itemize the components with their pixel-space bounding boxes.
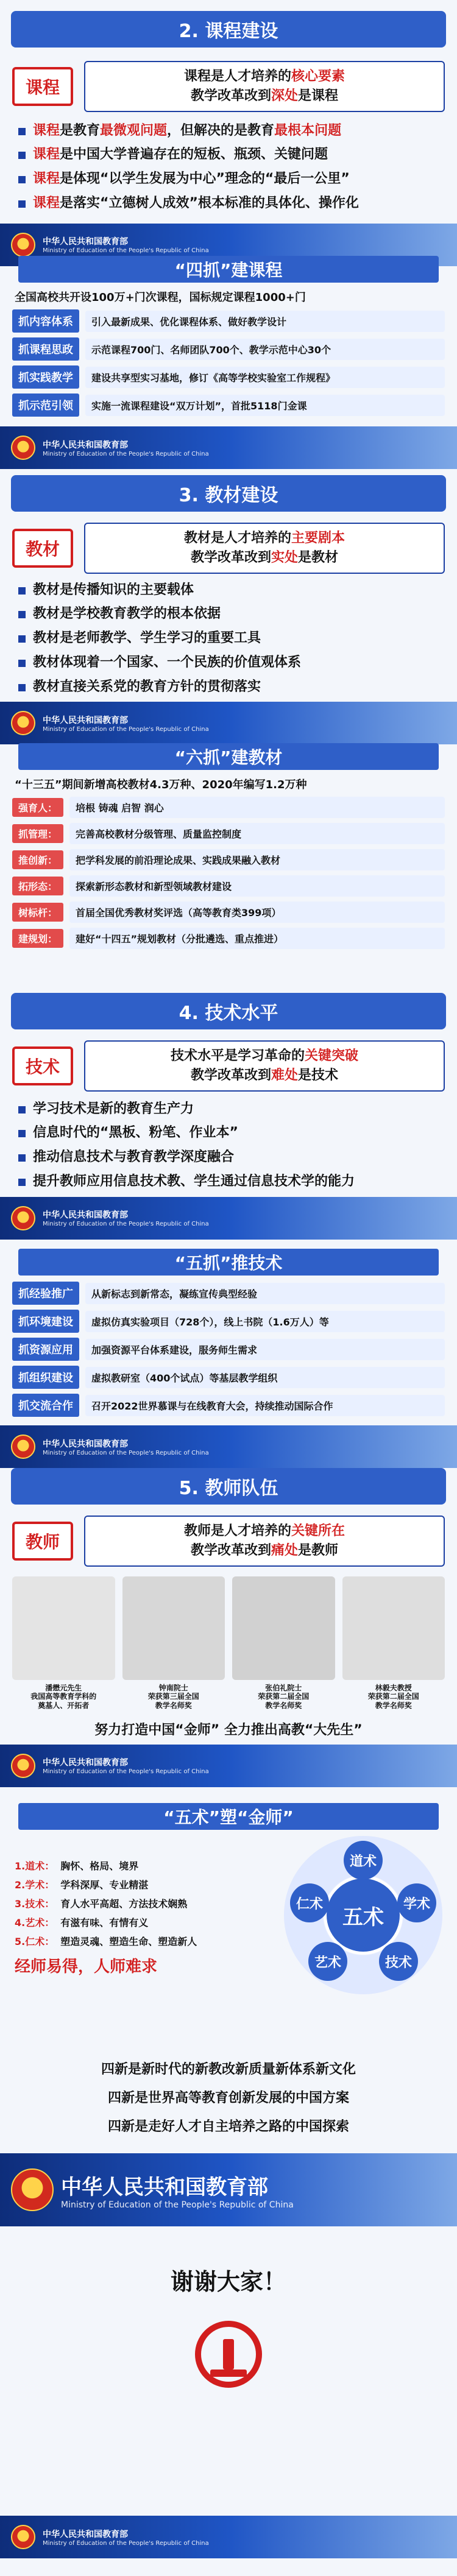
banner-cn: 中华人民共和国教育部	[61, 2175, 268, 2200]
tag-rows	[0, 797, 457, 949]
intro-line: 全国高校共开设100万+门次课程，国标规定课程1000+门	[15, 291, 306, 304]
bullet-item: 提升教师应用信息技术教、学生通过信息技术学的能力	[15, 1173, 442, 1191]
red-note: 经师易得，人师难求	[15, 1958, 158, 1976]
core-line-1a: 教师是人才培养的	[183, 1523, 291, 1539]
core-line-2c: 是教材	[298, 549, 339, 565]
five-arts-text: 有滋有味、有情有义	[60, 1917, 149, 1928]
bullet-keyword: 课程	[33, 122, 60, 138]
tag-label: 推创新：	[12, 850, 63, 869]
core-box-row	[12, 523, 445, 574]
core-line-1b: 主要剧本	[291, 531, 345, 546]
wheel-node: 道术	[344, 1841, 383, 1880]
banner-text	[43, 714, 209, 733]
pill-label: 课程	[12, 67, 73, 106]
bullet-item: 教材体现着一个国家、一个民族的价值观体系	[15, 654, 442, 672]
tag-row	[12, 1366, 445, 1389]
ministry-banner	[0, 1197, 457, 1240]
core-line-2b: 实处	[271, 549, 299, 565]
tag-label: 抓课程思政	[12, 337, 79, 361]
wheel-node: 技术	[379, 1942, 418, 1981]
core-line-2c: 是教师	[298, 1542, 339, 1558]
five-arts-key: 2.学术：	[15, 1879, 55, 1891]
bullet-text: 是教育	[60, 122, 101, 138]
banner-cn: 中华人民共和国教育部	[43, 1758, 128, 1768]
core-line-1	[93, 1522, 436, 1541]
bullet-item: 信息时代的“黑板、粉笔、作业本”	[15, 1124, 442, 1142]
wheel-center: 五术	[327, 1879, 400, 1952]
tag-text: 首届全国优秀教材奖评选（高等教育类399项）	[69, 902, 445, 923]
footer-logo	[0, 2321, 457, 2388]
bullet-item	[15, 194, 442, 213]
ribbon-title: “六抓”建教材	[18, 743, 439, 770]
banner-text	[43, 1438, 209, 1456]
tag-text: 虚拟教研室（400个试点）等基层教学组织	[85, 1367, 445, 1388]
tag-row	[12, 823, 445, 844]
core-line-2b: 难处	[271, 1067, 299, 1083]
logo-icon	[195, 2321, 262, 2388]
banner-en: Ministry of Education of the People's Republic of China	[43, 247, 209, 255]
wheel-node: 学术	[397, 1883, 436, 1922]
national-emblem-icon	[11, 2168, 54, 2211]
bullet-keyword: 课程	[33, 195, 60, 211]
banner-en: Ministry of Education of the People's Republic of China	[43, 2539, 209, 2547]
section-five-arts	[0, 1797, 457, 2000]
core-line-1a: 技术水平是学习革命的	[170, 1048, 305, 1064]
core-line-2c: 是课程	[298, 88, 339, 104]
five-arts-key: 4.艺术：	[15, 1917, 55, 1928]
tag-row	[12, 365, 445, 389]
banner-cn: 中华人民共和国教育部	[43, 2529, 128, 2539]
closing-line: 四新是新时代的新教改新质量新体系新文化	[101, 2062, 356, 2077]
five-arts-row	[15, 1915, 271, 1929]
core-line-2a: 教学改革改到	[190, 549, 271, 565]
slogan: 努力打造中国“金师” 全力推出高教“大先生”	[94, 1722, 363, 1738]
ministry-banner	[0, 1745, 457, 1787]
bullet-list	[15, 581, 442, 696]
tag-text: 从新标志到新常态，凝练宣传典型经验	[85, 1283, 445, 1304]
core-line-2a: 教学改革改到	[190, 1542, 271, 1558]
tag-row	[12, 1394, 445, 1417]
tag-label: 抓环境建设	[12, 1310, 79, 1333]
banner-en: Ministry of Education of the People's Republic of China	[61, 2200, 294, 2210]
bullet-keyword: 最根本问题	[274, 122, 342, 138]
core-line-1a: 课程是人才培养的	[183, 69, 291, 84]
core-box-row	[12, 61, 445, 112]
teacher-caption: 林毅夫教授 荣获第二届全国 教学名师奖	[367, 1683, 419, 1710]
core-line-2b: 深处	[271, 88, 299, 104]
pill-label: 教师	[12, 1522, 73, 1561]
tag-row	[12, 337, 445, 361]
tag-text: 虚拟仿真实验项目（728个），线上书院（1.6万人）等	[85, 1311, 445, 1332]
bullet-item: 教材直接关系党的教育方针的贯彻落实	[15, 678, 442, 696]
bullet-list	[15, 122, 442, 213]
five-arts-row	[15, 1877, 271, 1891]
core-line-1b: 关键所在	[291, 1523, 345, 1539]
teacher-caption: 张伯礼院士 荣获第二届全国 教学名师奖	[258, 1683, 310, 1710]
tag-row	[12, 309, 445, 333]
bullet-item	[15, 146, 442, 164]
tag-rows	[0, 1282, 457, 1417]
banner-en: Ministry of Education of the People's Republic of China	[43, 1449, 209, 1456]
teacher-photo-card	[342, 1576, 445, 1710]
national-emblem-icon	[11, 1206, 35, 1230]
banner-en: Ministry of Education of the People's Republic of China	[43, 725, 209, 733]
bullet-item	[15, 170, 442, 188]
section-technology	[0, 993, 457, 1240]
teacher-photo-image	[342, 1576, 445, 1680]
section-header: 4. 技术水平	[11, 993, 446, 1029]
section-textbook-six	[0, 737, 457, 954]
bullet-item	[15, 122, 442, 140]
bullet-text: 是中国大学普遍存在的短板、瓶颈、关键问题	[60, 147, 328, 163]
teacher-photos	[12, 1576, 445, 1710]
tag-row	[12, 797, 445, 818]
ribbon-title: “五术”塑“金师”	[18, 1803, 439, 1830]
tag-rows	[0, 309, 457, 417]
section-header: 5. 教师队伍	[11, 1468, 446, 1505]
core-line-2	[93, 86, 436, 106]
core-line-2a: 教学改革改到	[190, 88, 271, 104]
banner-text	[43, 1756, 209, 1775]
national-emblem-icon	[11, 2525, 35, 2549]
banner-cn: 中华人民共和国教育部	[43, 237, 128, 247]
core-line-1b: 核心要素	[291, 69, 345, 84]
bullet-item: 教材是传播知识的主要载体	[15, 581, 442, 599]
ministry-banner-large	[0, 2153, 457, 2226]
tag-label: 抓经验推广	[12, 1282, 79, 1305]
core-line-2a: 教学改革改到	[190, 1067, 271, 1083]
ribbon-title: “五抓”推技术	[18, 1249, 439, 1276]
bullet-keyword: 课程	[33, 171, 60, 187]
core-statement	[84, 1516, 445, 1567]
bullet-item: 教材是学校教育教学的根本依据	[15, 605, 442, 623]
national-emblem-icon	[11, 1434, 35, 1459]
bullet-text: 是体现“以学生发展为中心”理念的“最后一公里”	[60, 171, 350, 187]
teacher-photo-image	[12, 1576, 115, 1680]
tag-row	[12, 393, 445, 417]
core-line-1a: 教材是人才培养的	[183, 531, 291, 546]
core-line-1	[93, 529, 436, 548]
wheel-node: 艺术	[308, 1942, 347, 1981]
tag-text: 建设共享型实习基地，修订《高等学校实验室工作规程》	[85, 367, 445, 388]
banner-text	[43, 1209, 209, 1227]
bullet-keyword: 课程	[33, 147, 60, 163]
core-line-2	[93, 1066, 436, 1085]
closing-lines	[15, 2059, 442, 2135]
tag-text: 引入最新成果、优化课程体系、做好教学设计	[85, 311, 445, 332]
core-line-1	[93, 1046, 436, 1066]
five-arts-list	[15, 1854, 271, 1977]
banner-cn: 中华人民共和国教育部	[43, 440, 128, 450]
tag-label: 建规划：	[12, 929, 63, 948]
tag-text: 建好“十四五”规划教材（分批遴选、重点推进）	[69, 928, 445, 949]
banner-en: Ministry of Education of the People's Republic of China	[43, 450, 209, 457]
bullet-item: 教材是老师教学、学生学习的重要工具	[15, 629, 442, 648]
tag-row	[12, 928, 445, 949]
pill-label: 技术	[12, 1046, 73, 1085]
five-arts-row	[15, 1896, 271, 1910]
core-box-row	[12, 1040, 445, 1092]
ministry-banner	[0, 1425, 457, 1468]
core-statement	[84, 1040, 445, 1092]
closing-section	[0, 2047, 457, 2547]
five-arts-text: 胸怀、格局、境界	[60, 1860, 139, 1872]
wheel-node: 仁术	[290, 1883, 329, 1922]
tag-label: 抓实践教学	[12, 365, 79, 389]
banner-cn: 中华人民共和国教育部	[43, 1439, 128, 1449]
five-arts-row	[15, 1934, 271, 1948]
five-arts-key: 3.技术：	[15, 1898, 55, 1910]
banner-text	[61, 2170, 294, 2210]
closing-line: 四新是走好人才自主培养之路的中国探索	[107, 2119, 349, 2134]
tag-label: 抓交流合作	[12, 1394, 79, 1417]
tag-row	[12, 902, 445, 923]
five-arts-text: 学科深厚、专业精湛	[60, 1879, 149, 1891]
intro-line: “十三五”期间新增高校教材4.3万种、2020年编写1.2万种	[15, 778, 307, 791]
tag-label: 树标杆：	[12, 903, 63, 922]
tag-label: 抓示范引领	[12, 393, 79, 417]
teacher-photo-card	[232, 1576, 335, 1710]
tag-text: 加强资源平台体系建设，服务师生需求	[85, 1339, 445, 1360]
tag-label: 抓组织建设	[12, 1366, 79, 1389]
five-arts-content	[15, 1836, 442, 1994]
national-emblem-icon	[11, 436, 35, 460]
thanks: 谢谢大家！	[170, 2268, 286, 2295]
tag-row	[12, 849, 445, 870]
section-header: 3. 教材建设	[11, 475, 446, 512]
national-emblem-icon	[11, 711, 35, 735]
teacher-photo-image	[232, 1576, 335, 1680]
tag-text: 培根 铸魂 启智 润心	[69, 797, 445, 818]
five-arts-key: 1.道术：	[15, 1860, 55, 1872]
core-statement	[84, 61, 445, 112]
section-course-four	[0, 250, 457, 469]
core-statement	[84, 523, 445, 574]
teacher-caption: 钟南院士 荣获第三届全国 教学名师奖	[147, 1683, 199, 1710]
ribbon-title: “四抓”建课程	[18, 256, 439, 283]
tag-row	[12, 1282, 445, 1305]
section-teachers	[0, 1468, 457, 1787]
section-textbook	[0, 475, 457, 744]
five-arts-text: 塑造灵魂、塑造生命、塑造新人	[60, 1936, 197, 1947]
closing-line: 四新是世界高等教育创新发展的中国方案	[107, 2091, 349, 2106]
core-line-1b: 关键突破	[305, 1048, 359, 1064]
national-emblem-icon	[11, 1754, 35, 1778]
tag-label: 抓内容体系	[12, 309, 79, 333]
ministry-banner-footer	[0, 2516, 457, 2558]
bullet-list	[15, 1100, 442, 1191]
tag-text: 把学科发展的前沿理论成果、实践成果融入教材	[69, 849, 445, 870]
core-box-row	[12, 1516, 445, 1567]
teacher-photo-card	[122, 1576, 225, 1710]
banner-en: Ministry of Education of the People's Republic of China	[43, 1221, 209, 1228]
tag-text: 完善高校教材分级管理、质量监控制度	[69, 823, 445, 844]
bullet-text: ，但解决的是教育	[167, 122, 275, 138]
banner-cn: 中华人民共和国教育部	[43, 1210, 128, 1221]
banner-en: Ministry of Education of the People's Republic of China	[43, 1768, 209, 1776]
bullet-keyword: 最微观问题	[100, 122, 168, 138]
tag-text: 实施一流课程建设“双万计划”，首批5118门金课	[85, 395, 445, 416]
teacher-caption: 潘懋元先生 我国高等教育学科的 奠基人、开拓者	[30, 1683, 97, 1710]
tag-label: 抓资源应用	[12, 1338, 79, 1361]
ministry-banner	[0, 426, 457, 469]
banner-cn: 中华人民共和国教育部	[43, 715, 128, 725]
five-arts-key: 5.仁术：	[15, 1936, 55, 1947]
tag-label: 强育人：	[12, 798, 63, 817]
bullet-text: 是落实“立德树人成效”根本标准的具体化、操作化	[60, 195, 359, 211]
section-technology-five	[0, 1243, 457, 1468]
five-arts-row	[15, 1858, 271, 1872]
section-header: 2. 课程建设	[11, 11, 446, 48]
banner-text	[43, 439, 209, 457]
pill-label: 教材	[12, 529, 73, 568]
bullet-item: 学习技术是新的教育生产力	[15, 1100, 442, 1118]
five-arts-text: 育人水平高超、方法技术娴熟	[60, 1898, 188, 1910]
core-line-2	[93, 1541, 436, 1561]
core-line-2c: 是技术	[298, 1067, 339, 1083]
tag-label: 抓管理：	[12, 824, 63, 843]
section-course	[0, 11, 457, 266]
core-line-2	[93, 548, 436, 568]
core-line-1	[93, 67, 436, 86]
tag-text: 探索新形态教材和新型领域教材建设	[69, 875, 445, 897]
five-arts-wheel	[284, 1836, 442, 1994]
tag-row	[12, 875, 445, 897]
tag-text: 示范课程700门、名师团队700个、教学示范中心30个	[85, 339, 445, 360]
core-line-2b: 痛处	[271, 1542, 299, 1558]
banner-text	[43, 2528, 209, 2547]
tag-label: 拓形态：	[12, 877, 63, 895]
tag-row	[12, 1310, 445, 1333]
tag-text: 召开2022世界慕课与在线教育大会，持续推动国际合作	[85, 1395, 445, 1416]
teacher-photo-image	[122, 1576, 225, 1680]
tag-row	[12, 1338, 445, 1361]
teacher-photo-card	[12, 1576, 115, 1710]
bullet-item: 推动信息技术与教育教学深度融合	[15, 1148, 442, 1166]
